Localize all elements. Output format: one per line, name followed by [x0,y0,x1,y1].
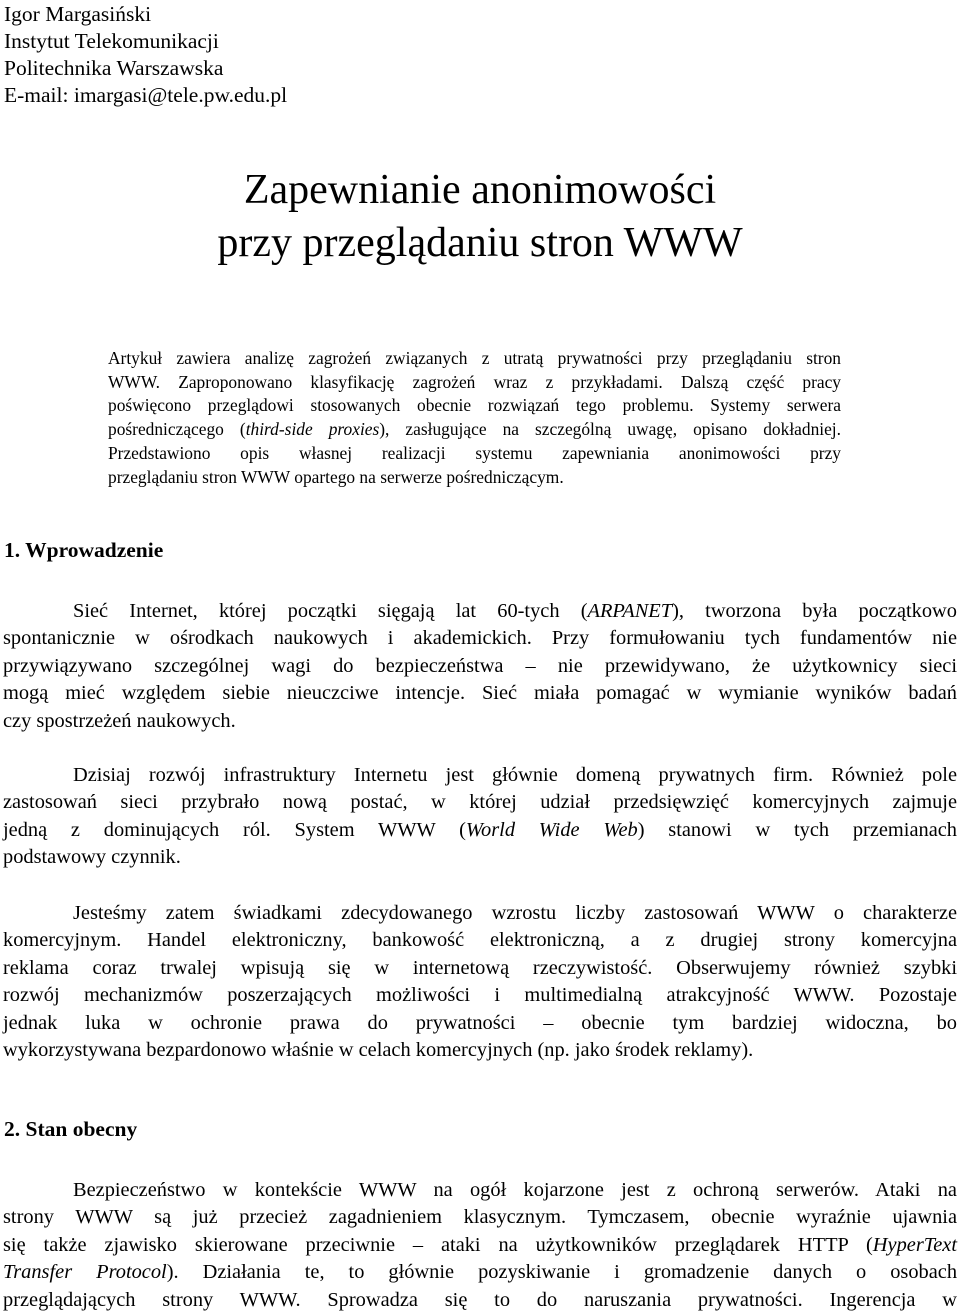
text-line: podstawowy czynnik. [3,846,181,869]
title-line-2: przy przeglądaniu stron WWW [217,220,743,266]
text-line: zastosowań sieci przybrało nową postać, w której udział przedsięwzięć komercyjnych zajmuje [3,791,957,814]
author-institute: Instytut Telekomunikacji [4,29,219,53]
paper-title [0,164,960,270]
section-1-paragraph-1 [3,598,957,735]
abstract [108,347,841,489]
author-email: E-mail: imargasi@tele.pw.edu.pl [4,83,288,107]
text-line: czy spostrzeżeń naukowych. [3,709,236,732]
text-line: jedną z dominujących ról. System WWW (World Wide Web) stanowi w tych przemianach [3,818,957,841]
text-line: Sieć Internet, której początki sięgają lat 60-tych (ARPANET), tworzona była początkowo [73,600,957,622]
text-line: Transfer Protocol). Działania te, to głównie pozyskiwanie i gromadzenie danych o osobach [3,1261,958,1284]
text-line: komercyjnym. Handel elektroniczny, bankowość elektroniczną, a z drugiej strony komercyjna [3,929,957,952]
title-line-1: Zapewnianie anonimowości [243,167,717,213]
text-line: Jesteśmy zatem świadkami zdecydowanego wzrostu liczby zastosowań WWW o charakterze [73,902,957,924]
text-line: reklama coraz trwalej wpisują się w internetową rzeczywistość. Obserwujemy również szybki [3,956,957,979]
abstract-line: pośredniczącego (third-side proxies), zasługujące na szczególną uwagę, opisano dokładniej. [108,419,841,440]
abstract-line: przeglądaniu stron WWW opartego na serwerze pośredniczącym. [108,466,564,487]
section-1-paragraph-2 [3,762,957,872]
section-2-paragraph-1 [3,1177,957,1314]
section-2-heading: 2. Stan obecny [4,1117,138,1141]
text-line: mogą mieć względem siebie nieuczciwe intencje. Sieć miała pomagać w wymianie wyników badań [3,682,957,705]
section-1-heading: 1. Wprowadzenie [4,538,164,562]
text-line: Bezpieczeństwo w kontekście WWW na ogół kojarzone jest z ochroną serwerów. Ataki na [73,1179,957,1201]
text-line: strony WWW są już przecież zagadnieniem klasycznym. Tymczasem, obecnie wyraźnie ujawnia [3,1206,957,1229]
text-line: jednak luka w ochronie prawa do prywatności – obecnie tym bardziej widoczna, bo [3,1011,957,1034]
abstract-line: WWW. Zaproponowano klasyfikację zagrożeń wraz z przykładami. Dalszą część pracy [108,371,841,392]
abstract-line: Artykuł zawiera analizę zagrożeń związanych z utratą prywatności przy przeglądaniu stron [108,348,841,368]
abstract-line: poświęcono przeglądowi stosowanych obecnie rozwiązań tego problemu. Systemy serwera [108,395,841,416]
abstract-line: Przedstawiono opis własnej realizacji systemu zapewniania anonimowości przy [108,442,841,463]
text-line: się także zjawisko skierowane przeciwnie – ataki na użytkowników przeglądarek HTTP (HyperText [3,1233,957,1256]
text-line: rozwój mechanizmów poszerzających możliwości i multimedialną atrakcyjność WWW. Pozostaje [3,984,957,1007]
author-university: Politechnika Warszawska [4,56,224,80]
text-line: wykorzystywana bezpardonowo właśnie w celach komercyjnych (np. jako środek reklamy). [3,1039,754,1062]
text-line: przywiązywano szczególnej wagi do bezpieczeństwa – nie przewidywano, że użytkownicy sieci [3,654,957,677]
section-1-paragraph-3 [3,900,957,1064]
text-line: spontanicznie w ośrodkach naukowych i akademickich. Przy formułowaniu tych fundamentów nie [3,627,957,650]
author-name: Igor Margasiński [4,2,152,26]
text-line: Dzisiaj rozwój infrastruktury Internetu jest głównie domeną prywatnych firm. Również pole [73,764,957,786]
author-block [4,1,287,109]
text-line: przeglądających strony WWW. Sprowadza się to do naruszania prywatności. Ingerencja w [3,1288,957,1311]
